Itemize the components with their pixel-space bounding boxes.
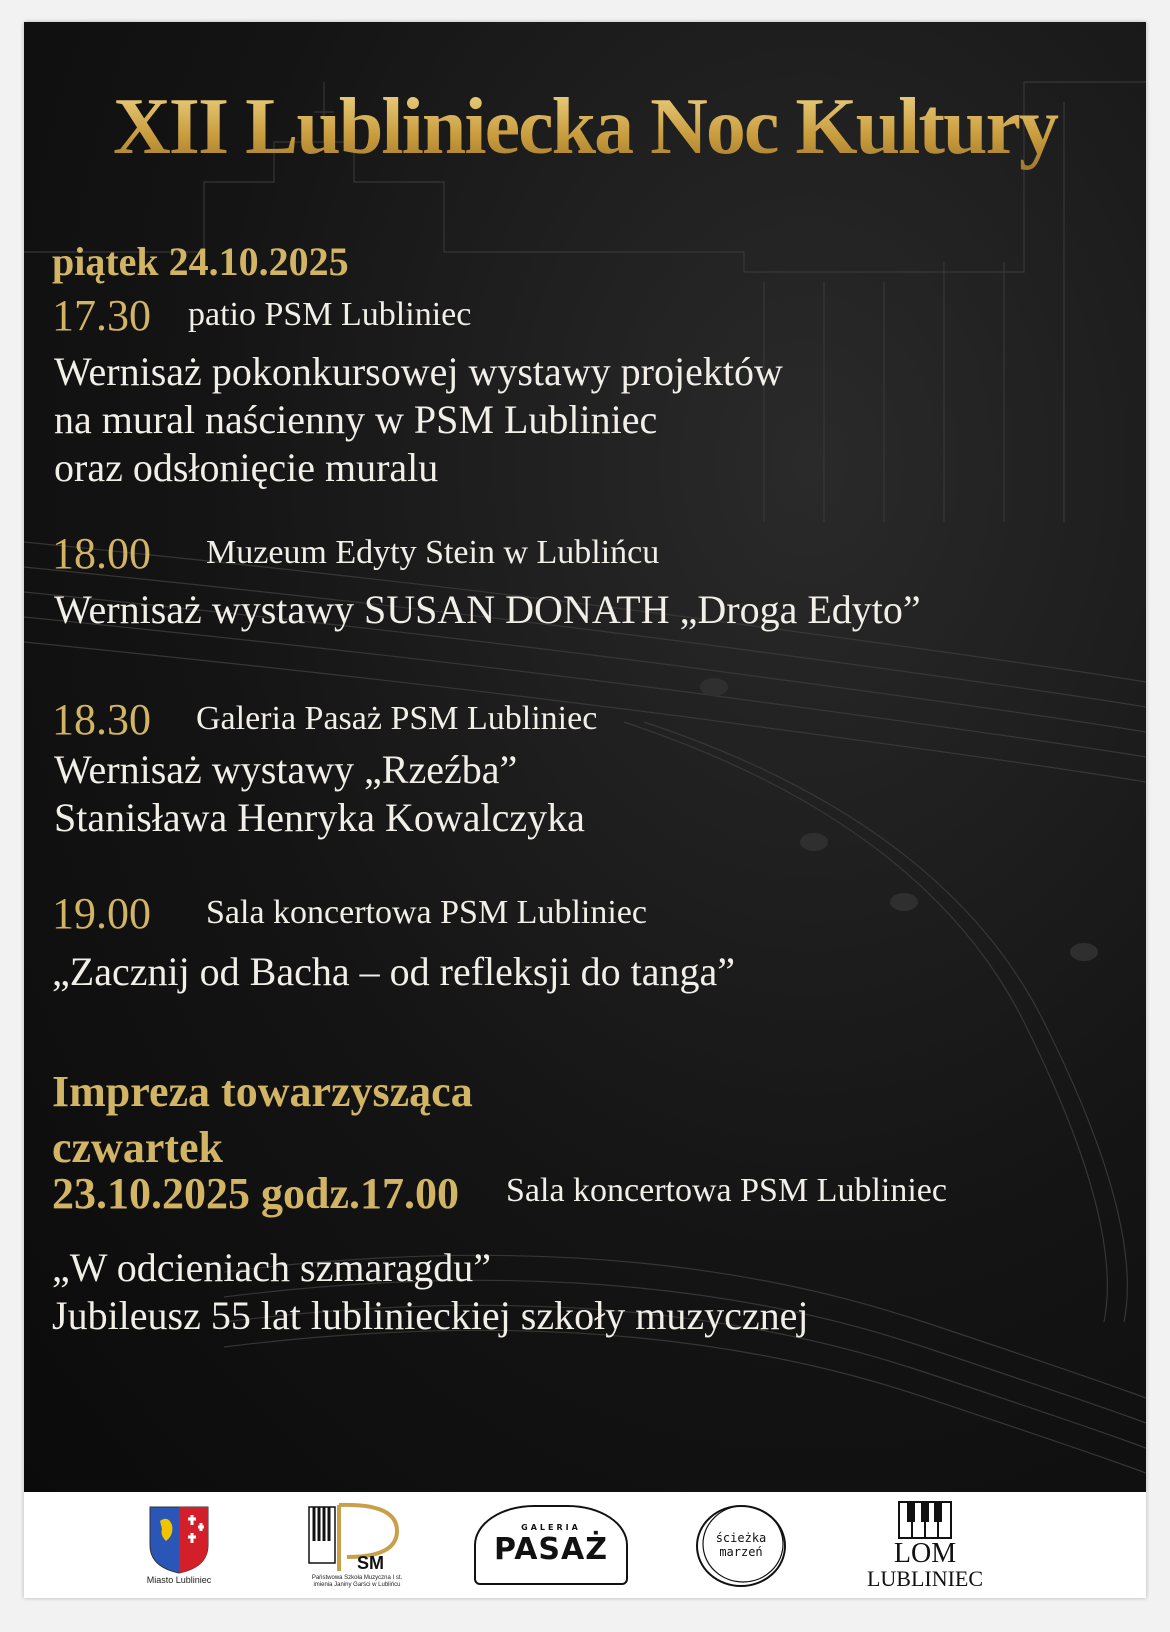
event-place: Muzeum Edyty Stein w Lublińcu <box>206 534 660 571</box>
pasaz-badge <box>474 1505 628 1585</box>
event-place: Galeria Pasaż PSM Lubliniec <box>196 700 598 737</box>
side-event-day: czwartek <box>52 1123 224 1172</box>
event-place: Sala koncertowa PSM Lubliniec <box>206 894 647 931</box>
lom-subtitle: LUBLINIEC <box>866 1566 984 1591</box>
miasto-caption: Miasto Lubliniec <box>146 1575 212 1585</box>
pasaz-top-text: GALERIA <box>521 1523 581 1532</box>
pasaz-main-text: PASAŻ <box>493 1532 609 1567</box>
miasto-lubliniec-logo <box>134 1492 224 1598</box>
event-description <box>54 348 783 492</box>
event-description <box>54 586 921 634</box>
lom-lubliniec-logo <box>860 1492 990 1598</box>
side-event-heading: Impreza towarzysząca <box>52 1067 473 1116</box>
event-place: patio PSM Lubliniec <box>188 296 472 333</box>
friday-date: piątek 24.10.2025 <box>52 239 349 284</box>
poster-title: XII Lubliniecka Noc Kultury <box>24 82 1146 173</box>
sciezka-line: marzeń <box>719 1545 763 1559</box>
sciezka-emblem <box>691 1500 791 1590</box>
event-time: 19.00 <box>52 889 151 938</box>
city-crest-icon <box>148 1505 210 1575</box>
sciezka-line: ścieżka <box>715 1531 767 1545</box>
side-event-place: Sala koncertowa PSM Lubliniec <box>506 1172 947 1209</box>
lom-title: LOM <box>893 1538 957 1569</box>
psm-logo <box>302 1492 412 1598</box>
event-poster <box>24 22 1146 1598</box>
event-description <box>52 948 735 996</box>
event-line: Wernisaż wystawy „Rzeźba” <box>54 747 518 792</box>
psm-letters: SM <box>357 1553 384 1573</box>
event-line: Jubileusz 55 lat lublinieckiej szkoły muzycznej <box>52 1293 809 1338</box>
event-time: 18.30 <box>52 695 151 744</box>
circle-scribble-icon <box>691 1500 791 1590</box>
psm-caption-line: imienia Janiny Garści w Lublińcu <box>313 1582 401 1588</box>
event-line: na mural naścienny w PSM Lubliniec <box>54 397 658 442</box>
galeria-pasaz-logo <box>472 1492 630 1598</box>
psm-caption-line: Państwowa Szkoła Muzyczna I st. <box>311 1575 403 1581</box>
event-line: „Zacznij od Bacha – od refleksji do tanga” <box>52 949 736 994</box>
psm-emblem <box>307 1501 407 1575</box>
piano-icon <box>897 1500 953 1540</box>
event-line: Wernisaż pokonkursowej wystawy projektów <box>54 349 783 394</box>
sciezka-marzen-logo <box>686 1492 796 1598</box>
event-line: Stanisława Henryka Kowalczyka <box>54 795 585 840</box>
event-line: oraz odsłonięcie muralu <box>54 445 439 490</box>
side-event-date-time: 23.10.2025 godz.17.00 <box>52 1169 459 1218</box>
event-line: „W odcieniach szmaragdu” <box>52 1245 492 1290</box>
sponsor-logos-bar <box>24 1492 1146 1598</box>
event-time: 17.30 <box>52 291 151 340</box>
event-description <box>54 746 585 842</box>
event-time: 18.00 <box>52 529 151 578</box>
side-event-description <box>52 1244 808 1340</box>
psm-caption <box>312 1575 402 1589</box>
event-line: Wernisaż wystawy SUSAN DONATH „Droga Edyto” <box>54 587 921 632</box>
